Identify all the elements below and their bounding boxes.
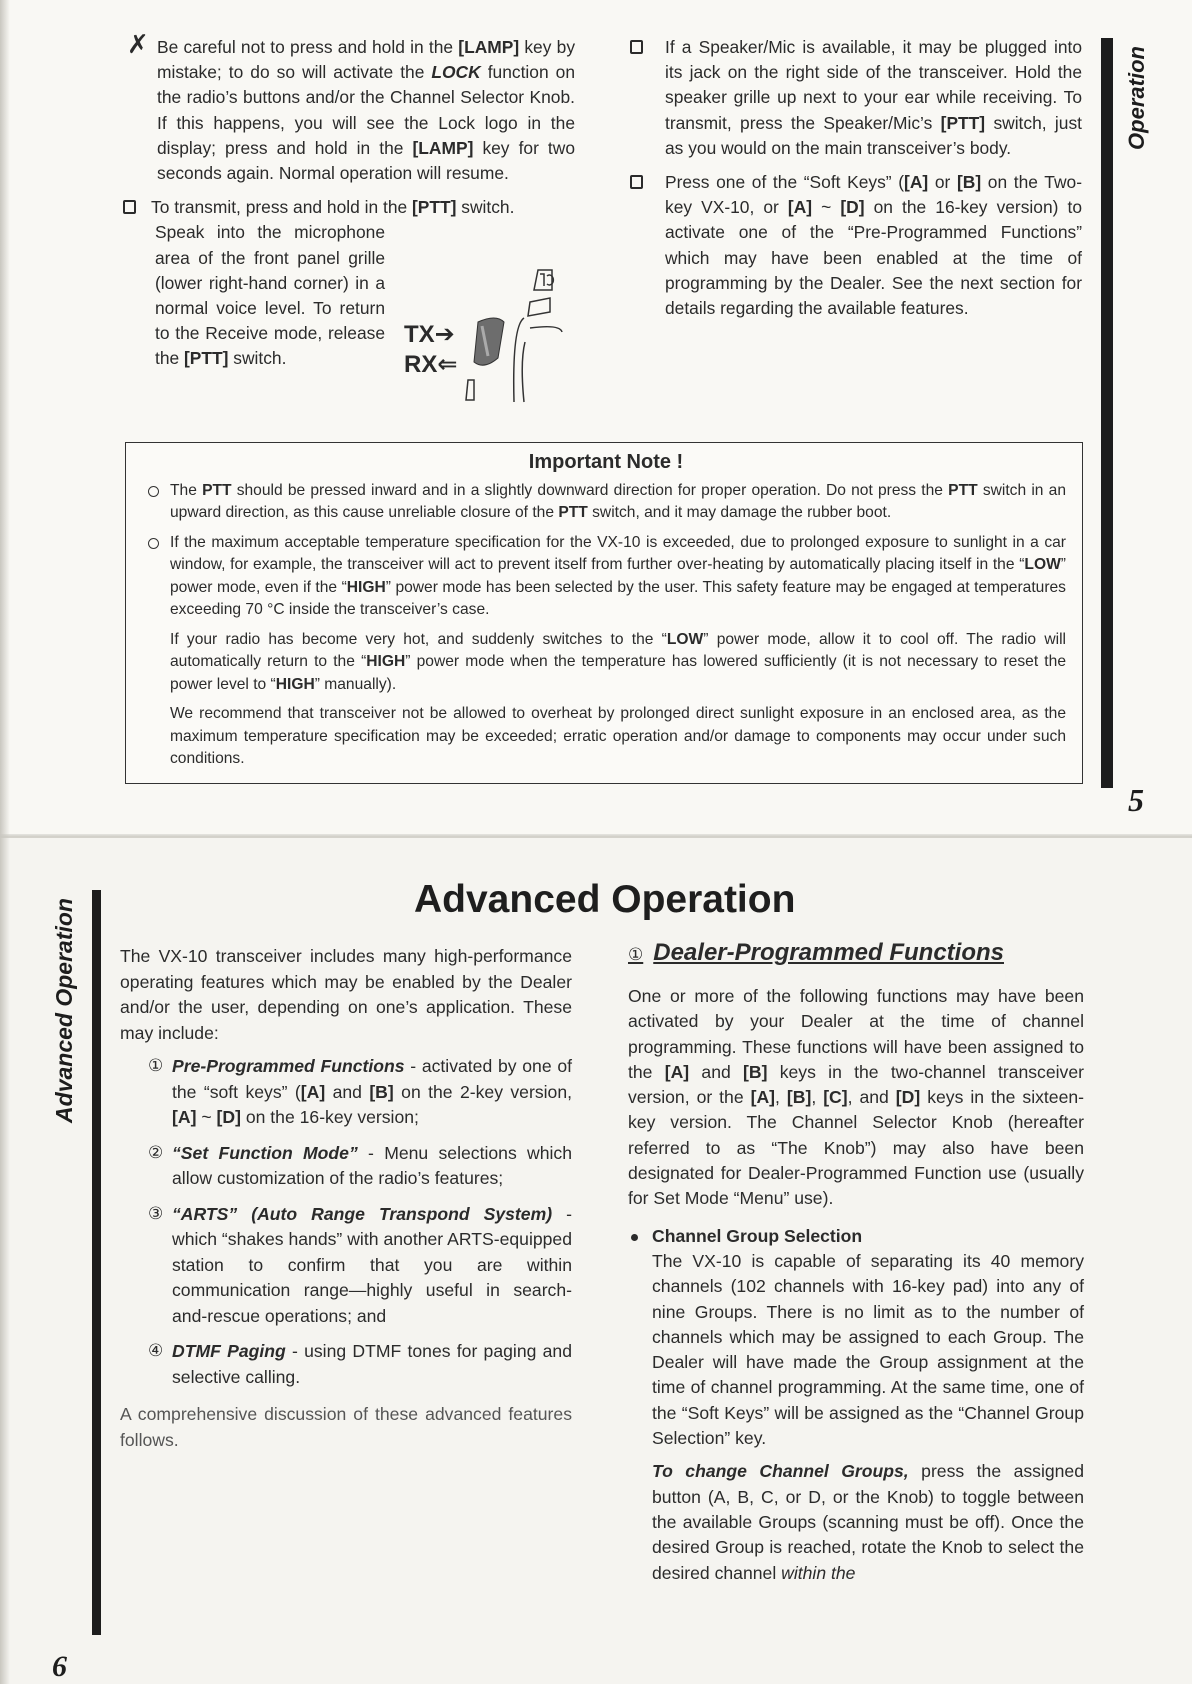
page-number: 5 (1128, 782, 1144, 818)
circled-number: ② (148, 1142, 164, 1163)
transmit-body: Speak into the microphone area of the front panel grille (lower right-hand corner) in a normal voice level. To return to the Receive mode, release the [PTT] switch. (155, 222, 385, 369)
x-mark-icon: ✗ (127, 29, 149, 59)
soft-keys-item: Press one of the “Soft Keys” ([A] or [B] on the Two-key VX-10, or [A] ~ [D] on the 16-key version) to activate one of the “Pre-Programmed Functions” which may have been enabled at the time of programming by the Dealer. See the next section for details regarding the available features. (630, 170, 1082, 321)
important-note-title: Important Note ! (528, 451, 684, 473)
note-item-ptt: The PTT should be pressed inward and in a slightly downward direction for proper operation. Do not press the PTT switch in an upward direction, as this cause unreliable closure of the PTT switch, and it may damage the rubber boot. (146, 480, 1066, 525)
circled-number: ① (148, 1056, 164, 1076)
section-tab-operation: Operation (1124, 46, 1149, 150)
checkbox-icon (123, 200, 136, 214)
dealer-functions-paragraph: One or more of the following functions may have been activated by your Dealer at the time of channel programming. These functions will have been assigned to the [A] and [B] keys in the two-channel transceiver version, or the [A], [B], [C], and [D] keys in the sixteen-key version. The Channel Selector Knob (hereafter referred to as “The Knob”) may also have been designated for Dealer-Programmed Function use (usually for Set Mode “Menu” use). (628, 986, 1085, 1209)
section-tab-bar (92, 890, 101, 1635)
radio-ptt-illustration (400, 262, 570, 412)
page-5 (0, 0, 1192, 838)
lamp-warning-item: ✗ Be careful not to press and hold in the [LAMP] key by mistake; to do so will activate the LOCK function on the radio’s buttons and/or the Channel Selector Knob. If this happens, you will see the Lock logo in the display; press and hold in the [LAMP] key for two seconds again. Normal operation will resume. (127, 29, 576, 184)
channel-group-title: Channel Group Selection (652, 1225, 863, 1246)
section-heading: ① Dealer-Programmed Functions (628, 939, 1004, 966)
intro-paragraph: The VX-10 transceiver includes many high-performance operating features which may be enabled by the Dealer and/or the user, depending on one’s application. These may include: (120, 946, 572, 1043)
left-column (120, 944, 572, 1462)
section-tab-bar (1101, 38, 1113, 788)
change-groups-paragraph: To change Channel Groups, press the assigned button (A, B, C, or D, or the Knob) to toggle between the available Groups (scanning must be off). Once the desired Group is reached, rotate the Knob to select the desired channel within the (652, 1461, 1084, 1583)
feature-item: ③ “ARTS” (Auto Range Transpond System) - which “shakes hands” with another ARTS-equipped station to confirm that you are within communication range—highly useful in search-and-rescue operations; and (148, 1203, 572, 1326)
binding-shadow (0, 0, 10, 1684)
feature-item: ① Pre-Programmed Functions - activated by one of the “soft keys” ([A] and [B] on the 2-key version, [A] ~ [D] on the 16-key version; (148, 1056, 572, 1127)
checkbox-icon (630, 175, 643, 189)
page-number: 6 (52, 1650, 67, 1683)
speaker-mic-item: If a Speaker/Mic is available, it may be plugged into its jack on the right side of the transceiver. Hold the speaker grille up next to your ear while receiving. To transmit, press the Speaker/Mic’s [PTT] switch, just as you would on the main transceiver’s body. (630, 35, 1082, 161)
channel-group-body: The VX-10 is capable of separating its 40 memory channels (102 channels with 16-key pad) into any of nine Groups. There is no limit as to the number of channels which may be assigned to each Group. The Dealer will have made the Group assignment at the time of channel programming. At the same time, one of the “Soft Keys” will be assigned as the “Channel Group Selection” key. (652, 1250, 1084, 1449)
circle-bullet-icon (148, 486, 159, 497)
feature-item: ④ DTMF Paging - using DTMF tones for paging and selective calling. (148, 1341, 572, 1387)
checkbox-icon (630, 40, 643, 54)
page-title: Advanced Operation (414, 878, 796, 921)
channel-group-item (628, 1224, 1084, 1586)
feature-item: ② “Set Function Mode” - Menu selections which allow customization of the radio’s features; (148, 1142, 573, 1188)
circled-number: ① (628, 945, 644, 965)
note-paragraph-cooloff: If your radio has become very hot, and suddenly switches to the “LOW” power mode, allow it to cool off. The radio will automatically return to the “HIGH” power mode when the temperature has lowered sufficiently (it is not necessary to reset the power level to “HIGH” manually). (170, 630, 1067, 693)
circled-number: ③ (148, 1203, 164, 1224)
rx-label: RX⇐ (404, 351, 458, 378)
note-item-temperature: If the maximum acceptable temperature specification for the VX-10 is exceeded, due to prolonged exposure to sunlight in a car window, for example, the transceiver will act to prevent itself from further over-heating by automatically placing itself in the “LOW” power mode, even if the “HIGH” power mode has been selected by the user. This safety feature may be engaged at temperatures exceeding 70 °C inside the transceiver’s case. (146, 532, 1066, 622)
tx-label: TX➔ (404, 321, 455, 348)
section-tab-advanced-operation: Advanced Operation (50, 897, 77, 1123)
transmit-item: To transmit, press and hold in the [PTT] switch. (123, 195, 575, 220)
circle-bullet-icon (148, 538, 159, 549)
right-column (630, 35, 1082, 330)
right-column (628, 938, 1084, 1595)
note-paragraph-recommend: We recommend that transceiver not be allowed to overheat by prolonged direct sunlight exposure in an enclosed area, as the maximum temperature specification may be exceeded; erratic operation and/or damage to components may occur under such conditions. (170, 705, 1066, 767)
outro-paragraph: A comprehensive discussion of these advanced features follows. (120, 1404, 572, 1450)
circled-number: ④ (148, 1341, 164, 1361)
important-note-box (125, 442, 1083, 784)
